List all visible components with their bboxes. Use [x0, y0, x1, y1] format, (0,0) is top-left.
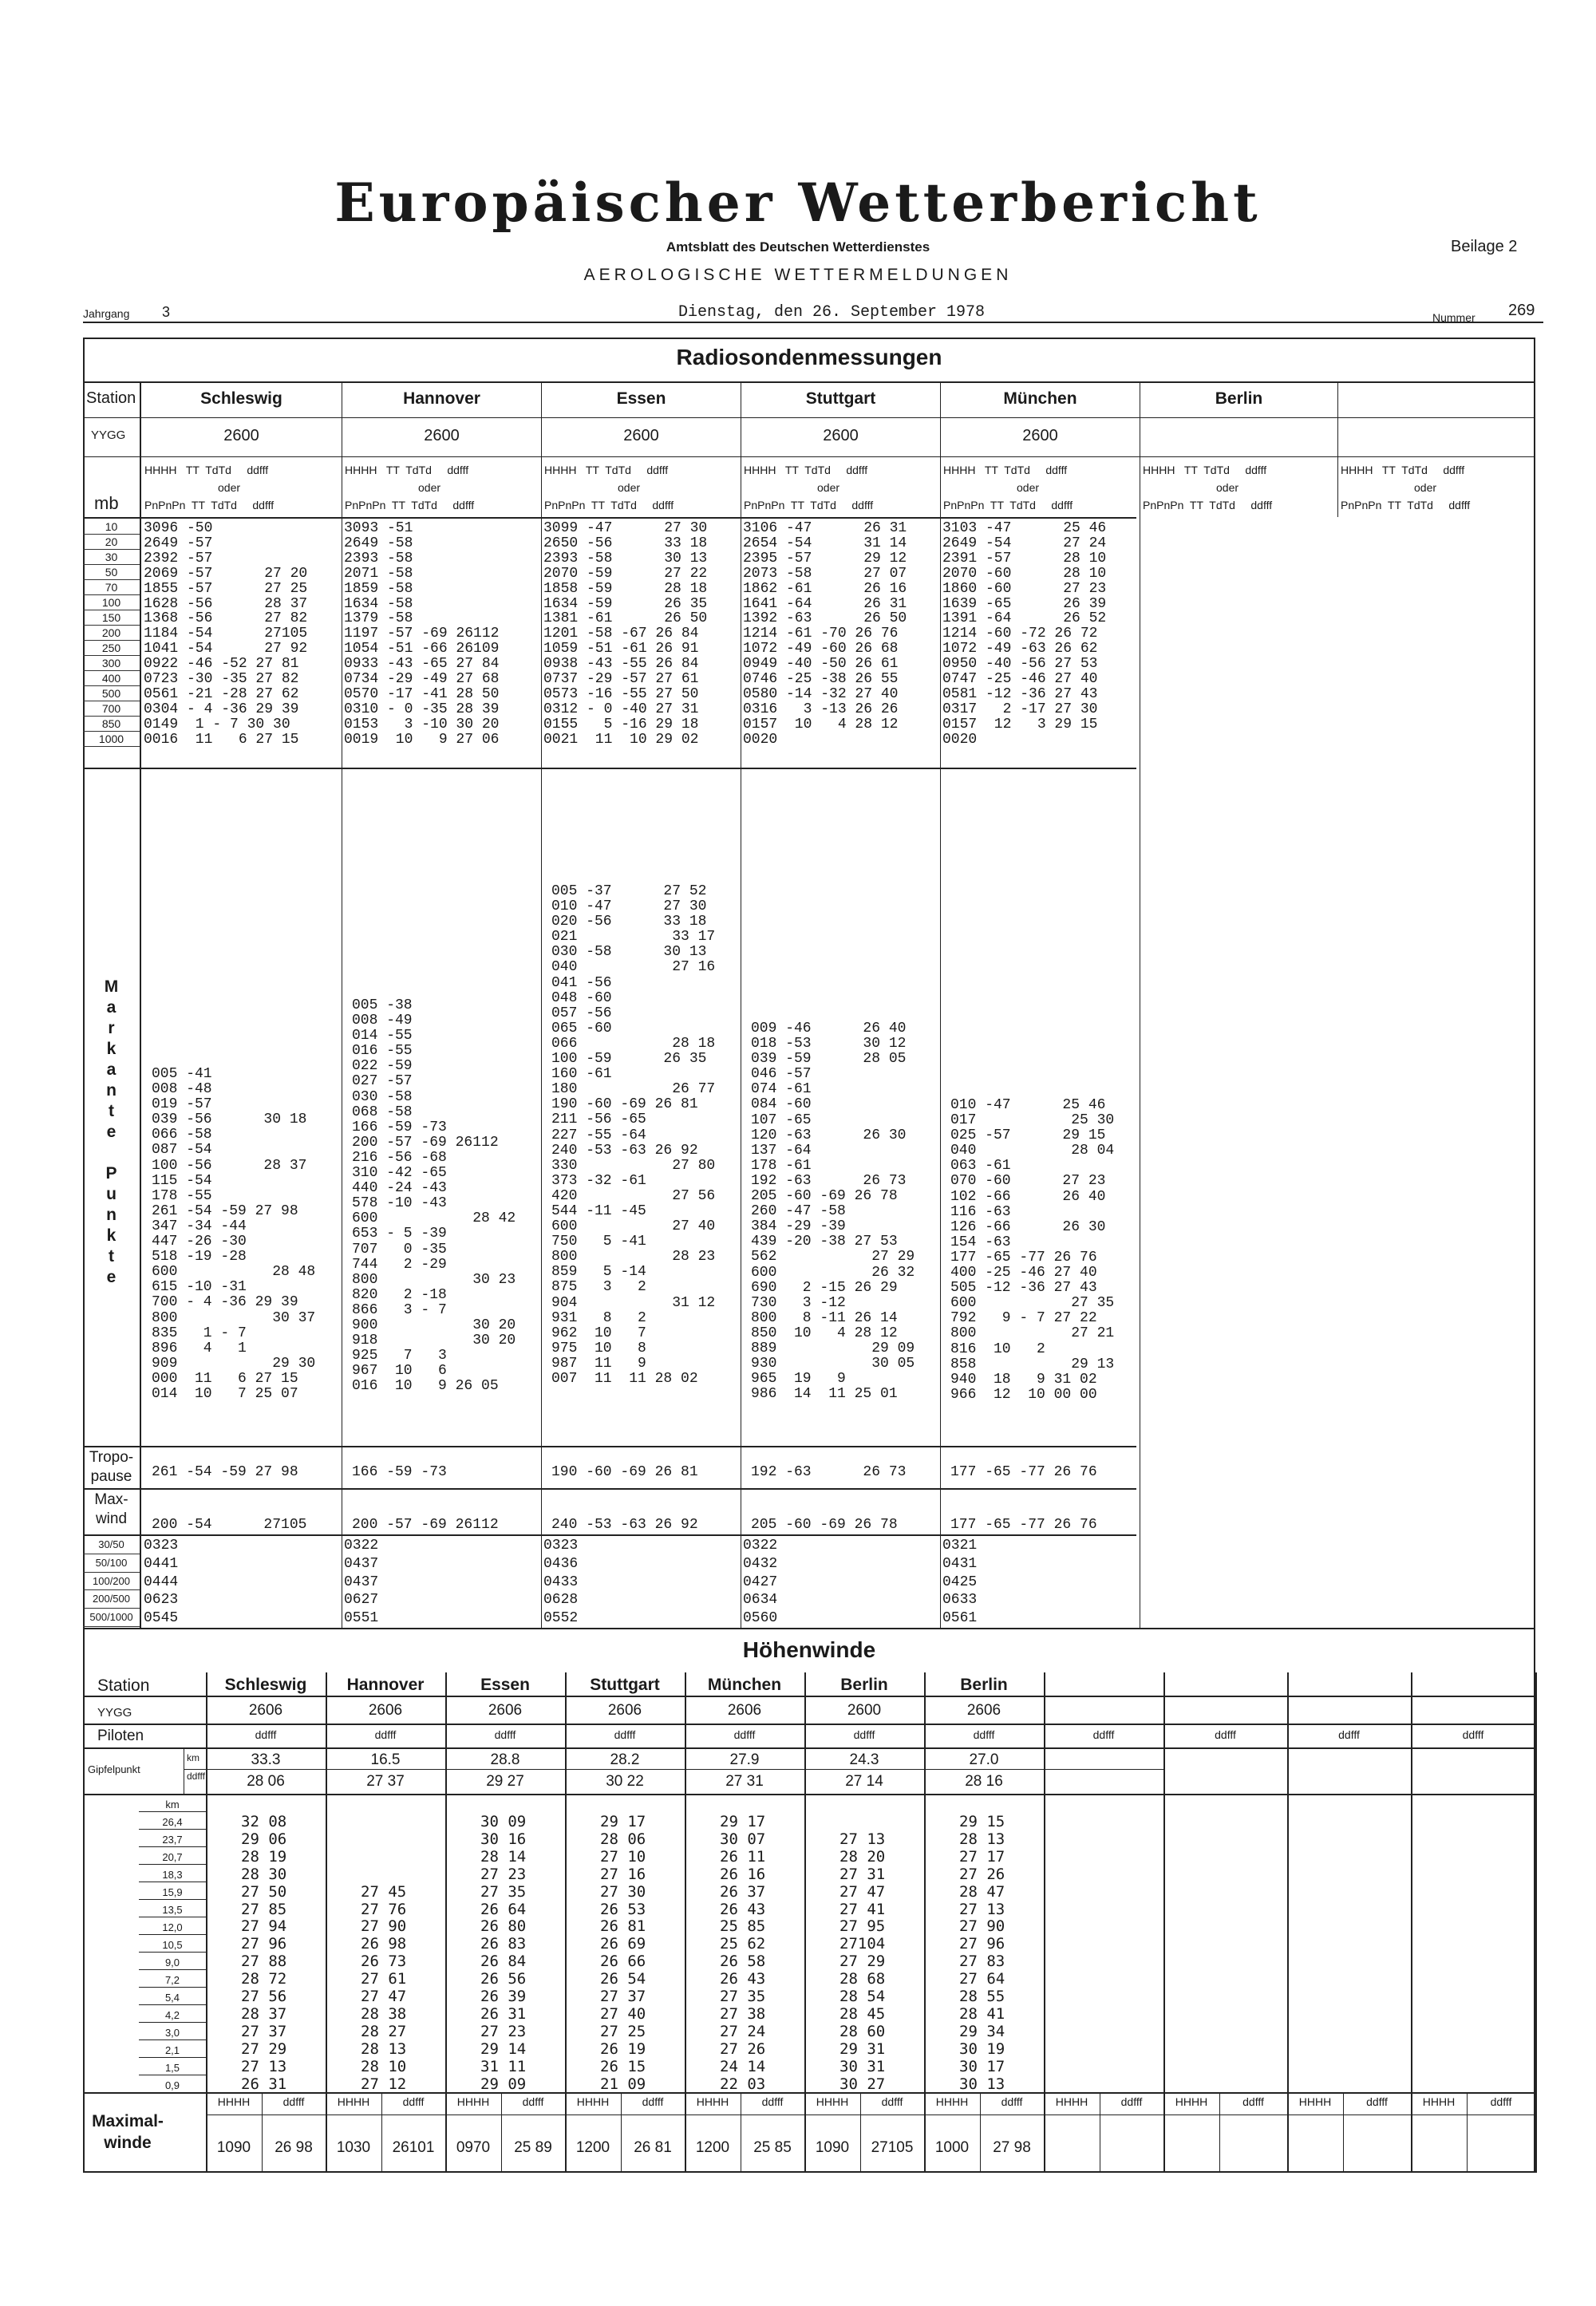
hw-gipfel-km: 27.0 — [969, 1751, 999, 1768]
std-levels-data: 3103 -47 25 46 2649 -54 27 24 2391 -57 28 10 2070 -60 28 10 1860 -60 27 23 1639 -65 26 39 1391 -64 26 52 1214 -60 -72 26 72 1072 -49 -63 26 62 0950 -40 -56 27 53 0747 -25 -46 27 40 0581 -12 -36 27 43 0317 2 -17 27 30 0157 12 3 29 15 0020 — [942, 520, 1107, 748]
pressure-level: 20 — [83, 535, 140, 550]
hw-max-ddfff: 26101 — [392, 2139, 435, 2156]
hw-height: 0,9 — [164, 2079, 180, 2091]
pressure-level: 150 — [83, 610, 140, 626]
hw-hhhh-header: HHHH — [1298, 2095, 1332, 2108]
hw-ddfff-header: ddfff — [1462, 1728, 1484, 1741]
column-header: HHHH TT TdTd ddfff oder PnPnPn TT TdTd ddfff — [144, 464, 275, 511]
markante-punkte-label: Markante Punkte — [102, 977, 120, 1289]
hw-gipfel-dd-label: ddfff — [187, 1771, 205, 1782]
hw-hhhh-header: HHHH — [1055, 2095, 1088, 2108]
hw-max-ddfff: 25 89 — [514, 2139, 552, 2156]
station-label: Station — [86, 389, 136, 407]
hw-ddfff-header: ddfff — [973, 1728, 995, 1741]
hw-yygg-value: 2606 — [727, 1702, 762, 1719]
thickness-layer: 200/500 — [83, 1590, 140, 1609]
yygg-value: 2600 — [424, 427, 460, 444]
significant-points-data: 005 -41 008 -48 019 -57 039 -56 30 18 066 -58 087 -54 100 -56 28 37 115 -54 178 -55 261 -54 -59 27 98 347 -34 -44 447 -26 -30 518 -19 -28 600 28 48 615 -10 -31 700 - 4 -36 29 39 800 30 37 835 1 - 7 896 4 1 909 29 30 000 11 6 27 15 014 10 7 25 07 — [152, 1066, 316, 1402]
thickness-layer: 50/100 — [83, 1554, 140, 1573]
thickness-data: 0323 0441 0444 0623 0545 — [144, 1538, 179, 1627]
hw-station-name: Schleswig — [224, 1676, 307, 1694]
hw-winds-column: 27 13 28 20 27 31 27 47 27 41 27 95 27104 27 29 28 68 28 54 28 45 28 60 29 31 30 31 30 27 — [839, 1830, 886, 2093]
rule — [83, 2092, 1535, 2094]
hw-height-labels — [83, 1796, 206, 2095]
hw-ddfff-header: ddfff — [522, 2095, 544, 2108]
hw-yygg-value: 2606 — [966, 1702, 1001, 1719]
hw-max-ddfff: 26 98 — [275, 2139, 313, 2156]
tropopause-data: 177 -65 -77 26 76 — [950, 1464, 1097, 1480]
hw-ddfff-header: ddfff — [1366, 2095, 1388, 2108]
nummer-value: 269 — [1508, 302, 1535, 319]
yygg-value: 2600 — [823, 427, 859, 444]
hw-max-ddfff: 26 81 — [634, 2139, 672, 2156]
hw-station-name: Berlin — [960, 1676, 1008, 1694]
rule — [83, 417, 1535, 418]
station-name: Hannover — [403, 389, 480, 408]
hw-station-label: Station — [97, 1676, 150, 1695]
hw-max-hhhh: 1090 — [815, 2139, 850, 2156]
thickness-labels — [83, 1536, 140, 1627]
hw-max-hhhh: 1200 — [575, 2139, 610, 2156]
hw-gipfel-dd: 28 16 — [965, 1773, 1003, 1790]
hw-ddfff-header: ddfff — [1242, 2095, 1264, 2108]
page-title: Europäischer Wetterbericht — [334, 172, 1262, 234]
hw-height: 23,7 — [162, 1834, 183, 1846]
significant-points-data: 010 -47 25 46 017 25 30 025 -57 29 15 040 28 04 063 -61 070 -60 27 23 102 -66 26 40 116 -63 126 -66 26 30 154 -63 177 -65 -77 26 76 400 -25 -46 27 40 505 -12 -36 27 43 600 27 35 792 9 - 7 27 22 800 27 21 816 10 2 858 29 13 940 18 9 31 02 966 12 10 00 00 — [950, 1097, 1115, 1403]
hw-gipfel-label: Gipfelpunkt — [88, 1763, 140, 1775]
hw-station-name: Berlin — [840, 1676, 888, 1694]
station-name: Stuttgart — [805, 389, 876, 408]
station-name: Schleswig — [200, 389, 282, 408]
hw-ddfff-header: ddfff — [1215, 1728, 1236, 1741]
hw-ddfff-header: ddfff — [853, 1728, 875, 1741]
hw-gipfel-dd: 29 27 — [486, 1773, 524, 1790]
hw-gipfel-dd: 27 37 — [366, 1773, 405, 1790]
hw-gipfel-km: 33.3 — [251, 1751, 281, 1768]
rule — [1535, 1672, 1537, 2173]
std-levels-data: 3093 -51 2649 -58 2393 -58 2071 -58 1859 -58 1634 -58 1379 -58 1197 -57 -69 26112 1054 -51 -66 26109 0933 -43 -65 27 84 0734 -29 -49 27 68 0570 -17 -41 28 50 0310 - 0 -35 28 39 0153 3 -10 30 20 0019 10 9 27 06 — [344, 520, 500, 748]
significant-points-data: 009 -46 26 40 018 -53 30 12 039 -59 28 05 046 -57 074 -61 084 -60 107 -65 120 -63 26 30 137 -64 178 -61 192 -63 26 73 205 -60 -69 26 78 260 -47 -58 384 -29 -39 439 -20 -38 27 53 562 27 29 600 26 32 690 2 -15 26 29 730 3 -12 800 8 -11 26 14 850 10 4 28 12 889 29 09 930 30 05 965 19 9 986 14 11 25 01 — [751, 1021, 915, 1403]
thickness-data: 0321 0431 0425 0633 0561 — [942, 1538, 978, 1627]
pressure-level: 700 — [83, 701, 140, 717]
station-name: Essen — [616, 389, 666, 408]
hw-ddfff-header: ddfff — [374, 1728, 397, 1741]
hw-ddfff-header: ddfff — [1120, 2095, 1143, 2108]
hw-gipfel-km: 28.8 — [490, 1751, 520, 1768]
std-levels-data: 3106 -47 26 31 2654 -54 31 14 2395 -57 29 12 2073 -58 27 07 1862 -61 26 16 1641 -64 26 31 1392 -63 26 50 1214 -61 -70 26 76 1072 -49 -60 26 68 0949 -40 -50 26 61 0746 -25 -38 26 55 0580 -14 -32 27 40 0316 3 -13 26 26 0157 10 4 28 12 0020 — [743, 520, 907, 748]
rule — [83, 1488, 1136, 1490]
rule — [83, 456, 1535, 457]
hw-hhhh-header: HHHH — [696, 2095, 729, 2108]
hw-max-hhhh: 1030 — [336, 2139, 371, 2156]
hw-max-ddfff: 25 85 — [753, 2139, 792, 2156]
rule — [83, 1446, 1136, 1447]
maxwind-data: 200 -54 27105 — [152, 1517, 307, 1533]
pressure-level: 200 — [83, 626, 140, 641]
hw-ddfff-header: ddfff — [1490, 2095, 1512, 2108]
hw-ddfff-header: ddfff — [881, 2095, 903, 2108]
station-name: München — [1003, 389, 1077, 408]
maxwind-data: 205 -60 -69 26 78 — [751, 1517, 898, 1533]
hw-yygg-value: 2600 — [847, 1702, 882, 1719]
std-levels-data: 3099 -47 27 30 2650 -56 33 18 2393 -58 30 13 2070 -59 27 22 1858 -59 28 18 1634 -59 26 35 1381 -61 26 50 1201 -58 -67 26 84 1059 -51 -61 26 91 0938 -43 -55 26 84 0737 -29 -57 27 61 0573 -16 -55 27 50 0312 - 0 -40 27 31 0155 5 -16 29 18 0021 11 10 29 02 — [543, 520, 708, 748]
hw-yygg-value: 2606 — [488, 1702, 523, 1719]
hw-gipfel-km-label: km — [187, 1752, 200, 1763]
hw-height: 1,5 — [164, 2062, 180, 2074]
tropopause-data: 190 -60 -69 26 81 — [551, 1464, 698, 1480]
hw-height: 26,4 — [162, 1816, 183, 1828]
rule — [184, 1769, 1163, 1770]
hw-winds-column: 29 15 28 13 27 17 27 26 28 47 27 13 27 90 27 96 27 83 27 64 28 55 28 41 29 34 30 19 30 17 30 13 — [959, 1813, 1005, 2093]
column-header: HHHH TT TdTd ddfff oder PnPnPn TT TdTd ddfff — [1143, 464, 1273, 511]
hw-piloten-label: Piloten — [97, 1728, 144, 1744]
pressure-level: 1000 — [83, 732, 140, 747]
hw-height: 9,0 — [164, 1957, 180, 1968]
hw-gipfel-km: 24.3 — [849, 1751, 879, 1768]
nummer-label: Nummer — [1432, 311, 1476, 324]
maxwind-data: 200 -57 -69 26112 — [352, 1517, 499, 1533]
rule — [83, 1794, 1535, 1795]
rule — [83, 517, 1136, 519]
hw-gipfel-dd: 28 06 — [247, 1773, 285, 1790]
hw-yygg-label: YYGG — [97, 1706, 132, 1720]
yygg-value: 2600 — [623, 427, 659, 444]
rule — [83, 768, 1136, 769]
hw-ddfff-header: ddfff — [761, 2095, 784, 2108]
hw-winds-column: 29 17 28 06 27 10 27 16 27 30 26 53 26 81 26 69 26 66 26 54 27 37 27 40 27 25 26 19 26 15 21 09 — [600, 1813, 646, 2093]
hw-hhhh-header: HHHH — [816, 2095, 849, 2108]
hw-yygg-value: 2606 — [368, 1702, 403, 1719]
yygg-value: 2600 — [223, 427, 259, 444]
hw-yygg-value: 2606 — [248, 1702, 283, 1719]
hw-station-name: Essen — [480, 1676, 530, 1694]
hw-ddfff-header: ddfff — [1092, 1728, 1115, 1741]
yygg-label: YYGG — [91, 428, 126, 442]
hw-hhhh-header: HHHH — [1175, 2095, 1208, 2108]
section-heading: AEROLOGISCHE WETTERMELDUNGEN — [583, 266, 1013, 284]
hw-hhhh-header: HHHH — [1422, 2095, 1456, 2108]
hw-winds-column: 30 09 30 16 28 14 27 23 27 35 26 64 26 80 26 83 26 84 26 56 26 39 26 31 27 23 29 14 31 11 29 09 — [480, 1813, 527, 2093]
hw-ddfff-header: ddfff — [402, 2095, 425, 2108]
hw-yygg-value: 2606 — [607, 1702, 642, 1719]
hw-height: 5,4 — [164, 1992, 180, 2004]
station-name: Berlin — [1215, 389, 1263, 408]
thickness-layer: 30/50 — [83, 1536, 140, 1554]
pressure-level: 50 — [83, 565, 140, 580]
significant-points-data: 005 -38 008 -49 014 -55 016 -55 022 -59 027 -57 030 -58 068 -58 166 -59 -73 200 -57 -69 26112 216 -56 -68 310 -42 -65 440 -24 -43 578 -10 -43 600 28 42 653 - 5 -39 707 0 -35 744 2 -29 800 30 23 820 2 -18 866 3 - 7 900 30 20 918 30 20 925 7 3 967 10 6 016 10 9 26 05 — [352, 997, 516, 1395]
hw-winds-column: 27 45 27 76 27 90 26 98 26 73 27 61 27 47 28 38 28 27 28 13 28 10 27 12 — [361, 1882, 407, 2093]
hw-max-ddfff: 27 98 — [993, 2139, 1031, 2156]
tropopause-data: 166 -59 -73 — [352, 1464, 447, 1480]
pressure-levels — [83, 519, 140, 747]
rule — [206, 2114, 1535, 2115]
hw-gipfel-dd: 30 22 — [606, 1773, 644, 1790]
hw-max-ddfff: 27105 — [871, 2139, 914, 2156]
hw-winds-column: 32 08 29 06 28 19 28 30 27 50 27 85 27 94 27 96 27 88 28 72 27 56 28 37 27 37 27 29 27 13 26 31 — [241, 1813, 287, 2093]
hw-height: 20,7 — [162, 1851, 183, 1863]
thickness-data: 0323 0436 0433 0628 0552 — [543, 1538, 579, 1627]
column-header: HHHH TT TdTd ddfff oder PnPnPn TT TdTd ddfff — [1341, 464, 1471, 511]
hw-ddfff-header: ddfff — [642, 2095, 664, 2108]
hw-height: 2,1 — [164, 2044, 180, 2056]
hw-ddfff-header: ddfff — [282, 2095, 305, 2108]
hw-gipfel-dd: 27 14 — [845, 1773, 883, 1790]
rule — [83, 1747, 1535, 1749]
column-header: HHHH TT TdTd ddfff oder PnPnPn TT TdTd ddfff — [943, 464, 1073, 511]
hw-max-hhhh: 1200 — [695, 2139, 730, 2156]
hw-gipfel-dd: 27 31 — [725, 1773, 764, 1790]
hw-station-name: Hannover — [346, 1676, 425, 1694]
significant-points-data: 005 -37 27 52 010 -47 27 30 020 -56 33 18 021 33 17 030 -58 30 13 040 27 16 041 -56 048 -60 057 -56 065 -60 066 28 18 100 -59 26 35 160 -61 180 26 77 190 -60 -69 26 81 211 -56 -65 227 -55 -64 240 -53 -63 26 92 330 27 80 373 -32 -61 420 27 56 544 -11 -45 600 27 40 750 5 -41 800 28 23 859 5 -14 875 3 2 904 31 12 931 8 2 962 10 7 975 10 8 987 11 9 007 11 11 28 02 — [551, 883, 716, 1387]
hw-ddfff-header: ddfff — [494, 1728, 516, 1741]
hw-gipfel-km: 27.9 — [729, 1751, 760, 1768]
hw-ddfff-header: ddfff — [1001, 2095, 1023, 2108]
rule — [83, 381, 1535, 383]
pressure-level: 70 — [83, 580, 140, 595]
hw-height: 4,2 — [164, 2009, 180, 2021]
rule — [1337, 381, 1338, 517]
hw-height: 13,5 — [162, 1904, 183, 1916]
thickness-layer: 100/200 — [83, 1573, 140, 1591]
std-levels-data: 3096 -50 2649 -57 2392 -57 2069 -57 27 20 1855 -57 27 25 1628 -56 28 37 1368 -56 27 82 1184 -54 27105 1041 -54 27 92 0922 -46 -52 27 81 0723 -30 -35 27 82 0561 -21 -28 27 62 0304 - 4 -36 29 39 0149 1 - 7 30 30 0016 11 6 27 15 — [144, 520, 308, 748]
jahrgang-label: Jahrgang — [83, 307, 130, 320]
tropopause-label: Tropo- pause — [89, 1449, 134, 1485]
hw-station-name: Stuttgart — [590, 1676, 660, 1694]
hw-station-name: München — [707, 1676, 782, 1694]
thickness-data: 0322 0432 0427 0634 0560 — [743, 1538, 778, 1627]
maxwind-data: 240 -53 -63 26 92 — [551, 1517, 698, 1533]
rule — [541, 381, 542, 1628]
hw-height: 12,0 — [162, 1921, 183, 1933]
thickness-data: 0322 0437 0437 0627 0551 — [344, 1538, 379, 1627]
hw-hhhh-header: HHHH — [217, 2095, 251, 2108]
hw-ddfff-header: ddfff — [255, 1728, 277, 1741]
header-rule — [83, 322, 1543, 323]
hw-height: 10,5 — [162, 1939, 183, 1951]
pressure-level: 250 — [83, 641, 140, 656]
pressure-level: 300 — [83, 656, 140, 671]
hw-gipfel-km: 28.2 — [610, 1751, 640, 1768]
hw-maximal-label: Maximal- winde — [92, 2112, 164, 2152]
rule — [83, 1696, 1535, 1697]
rule — [140, 381, 141, 1628]
hw-gipfel-km: 16.5 — [370, 1751, 401, 1768]
hw-height: 15,9 — [162, 1886, 183, 1898]
hw-km-unit: km — [165, 1799, 180, 1810]
hw-ddfff-header: ddfff — [614, 1728, 636, 1741]
issue-date: Dienstag, den 26. September 1978 — [678, 303, 986, 322]
hw-max-hhhh: 0970 — [456, 2139, 491, 2156]
hw-hhhh-header: HHHH — [935, 2095, 969, 2108]
rule — [83, 1724, 1535, 1725]
jahrgang-value: 3 — [162, 304, 171, 320]
hoehenwinde-title: Höhenwinde — [742, 1637, 876, 1662]
pressure-level: 850 — [83, 717, 140, 732]
rule — [940, 381, 941, 1628]
hw-height: 3,0 — [164, 2027, 180, 2039]
column-header: HHHH TT TdTd ddfff oder PnPnPn TT TdTd ddfff — [345, 464, 475, 511]
rule — [83, 1534, 1136, 1536]
mb-label: mb — [94, 493, 119, 513]
thickness-layer: 500/1000 — [83, 1609, 140, 1627]
column-header: HHHH TT TdTd ddfff oder PnPnPn TT TdTd ddfff — [744, 464, 874, 511]
hw-height: 18,3 — [162, 1869, 183, 1881]
pressure-level: 500 — [83, 686, 140, 701]
hw-max-hhhh: 1090 — [216, 2139, 251, 2156]
maxwind-label: Max- wind — [94, 1491, 128, 1527]
rule — [83, 1628, 1535, 1629]
pressure-level: 10 — [83, 519, 140, 535]
column-header: HHHH TT TdTd ddfff oder PnPnPn TT TdTd ddfff — [544, 464, 674, 511]
hw-max-hhhh: 1000 — [934, 2139, 970, 2156]
pressure-level: 100 — [83, 595, 140, 610]
hw-ddfff-header: ddfff — [1338, 1728, 1360, 1741]
pressure-level: 400 — [83, 671, 140, 686]
tropopause-data: 192 -63 26 73 — [751, 1464, 907, 1480]
hw-hhhh-header: HHHH — [337, 2095, 370, 2108]
maxwind-data: 177 -65 -77 26 76 — [950, 1517, 1097, 1533]
hw-winds-column: 29 17 30 07 26 11 26 16 26 37 26 43 25 85 25 62 26 58 26 43 27 35 27 38 27 24 27 26 24 14 22 03 — [720, 1813, 766, 2093]
tropopause-data: 261 -54 -59 27 98 — [152, 1464, 298, 1480]
hw-hhhh-header: HHHH — [456, 2095, 490, 2108]
beilage-label: Beilage 2 — [1451, 238, 1518, 255]
pressure-level: 30 — [83, 550, 140, 565]
radiosonde-title: Radiosondenmessungen — [676, 345, 942, 369]
hw-hhhh-header: HHHH — [576, 2095, 610, 2108]
subtitle: Amtsblatt des Deutschen Wetterdienstes — [666, 239, 930, 255]
hw-ddfff-header: ddfff — [733, 1728, 756, 1741]
yygg-value: 2600 — [1022, 427, 1058, 444]
hw-height: 7,2 — [164, 1974, 180, 1986]
